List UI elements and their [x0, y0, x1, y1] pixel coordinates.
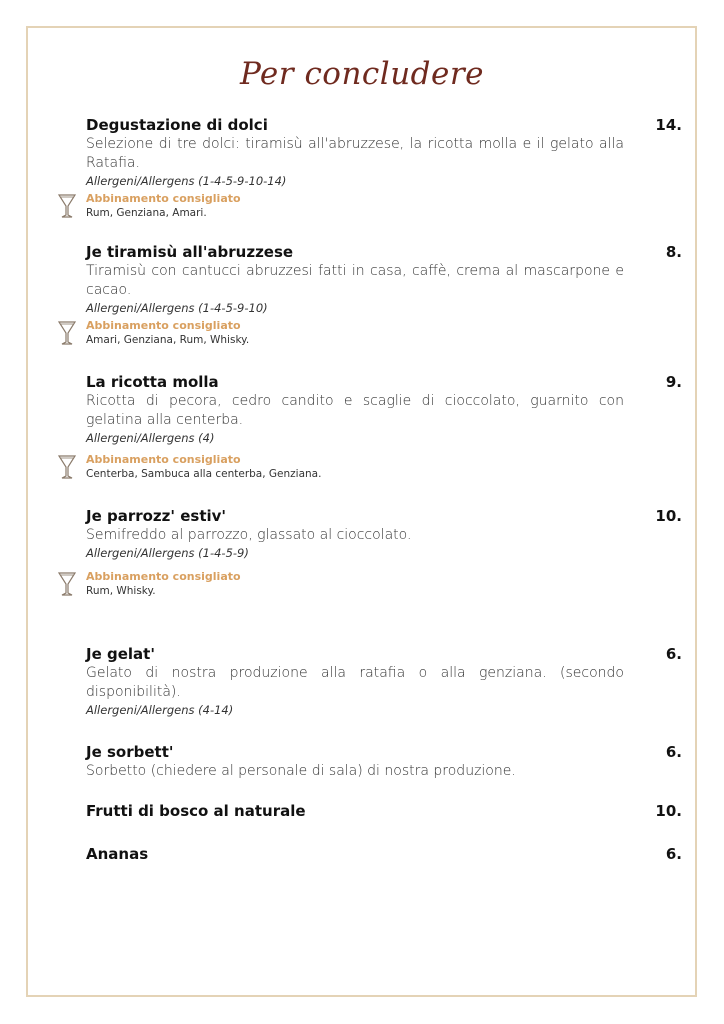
pairing-drinks: Rum, Whisky.: [86, 585, 156, 597]
item-allergens: Allergeni/Allergens (1-4-5-9-10): [86, 301, 268, 315]
cocktail-glass-icon: [58, 454, 76, 480]
item-price: 10.: [655, 507, 682, 525]
item-price: 8.: [665, 243, 682, 261]
menu-item-ricotta: [86, 373, 682, 447]
item-price: 6.: [665, 845, 682, 863]
menu-item-degustazione: [86, 116, 682, 190]
pairing-label: Abbinamento consigliato: [86, 453, 241, 466]
pairing-label: Abbinamento consigliato: [86, 319, 241, 332]
item-allergens: Allergeni/Allergens (1-4-5-9-10-14): [86, 174, 287, 188]
menu-item-tiramisu: [86, 243, 682, 317]
item-price: 6.: [665, 645, 682, 663]
page-title: Per concludere: [239, 56, 485, 92]
item-name: Frutti di bosco al naturale: [86, 802, 306, 820]
pairing-drinks: Amari, Genziana, Rum, Whisky.: [86, 334, 250, 346]
menu-item-frutti-di-bosco: [86, 802, 682, 821]
item-name: Je sorbett': [86, 743, 174, 761]
pairing-drinks: Centerba, Sambuca alla centerba, Genziana.: [86, 468, 322, 480]
item-price: 9.: [665, 373, 682, 391]
item-description: Selezione di tre dolci: tiramisù all'abruzzese, la ricotta molla e il gelato alla Ratafia.: [86, 136, 624, 171]
item-description: Tiramisù con cantucci abruzzesi fatti in casa, caffè, crema al mascarpone e cacao.: [86, 263, 624, 298]
item-allergens: Allergeni/Allergens (1-4-5-9): [86, 546, 249, 560]
item-price: 14.: [655, 116, 682, 134]
item-allergens: Allergeni/Allergens (4-14): [86, 703, 234, 717]
item-name: Ananas: [86, 845, 149, 863]
item-description: Semifreddo al parrozzo, glassato al cioccolato.: [86, 527, 412, 543]
pairing-drinks: Rum, Genziana, Amari.: [86, 207, 207, 219]
cocktail-glass-icon: [58, 193, 76, 219]
cocktail-glass-icon: [58, 571, 76, 597]
item-price: 6.: [665, 743, 682, 761]
item-allergens: Allergeni/Allergens (4): [86, 431, 215, 445]
item-description: Gelato di nostra produzione alla ratafia o alla genziana. (secondo disponibilità).: [86, 665, 624, 700]
menu-item-sorbett: [86, 743, 682, 781]
menu-item-gelat: [86, 645, 682, 719]
pairing-label: Abbinamento consigliato: [86, 192, 241, 205]
item-description: Ricotta di pecora, cedro candito e scaglie di cioccolato, guarnito con gelatina alla centerba.: [86, 393, 624, 428]
item-name: Je gelat': [86, 645, 155, 663]
pairing-label: Abbinamento consigliato: [86, 570, 241, 583]
item-name: Je parrozz' estiv': [86, 507, 226, 525]
cocktail-glass-icon: [58, 320, 76, 346]
menu-item-parrozz: [86, 507, 682, 562]
menu-item-ananas: [86, 845, 682, 864]
item-description: Sorbetto (chiedere al personale di sala) di nostra produzione.: [86, 763, 516, 779]
item-price: 10.: [655, 802, 682, 820]
item-name: La ricotta molla: [86, 373, 219, 391]
item-name: Je tiramisù all'abruzzese: [86, 243, 294, 261]
item-name: Degustazione di dolci: [86, 116, 268, 134]
